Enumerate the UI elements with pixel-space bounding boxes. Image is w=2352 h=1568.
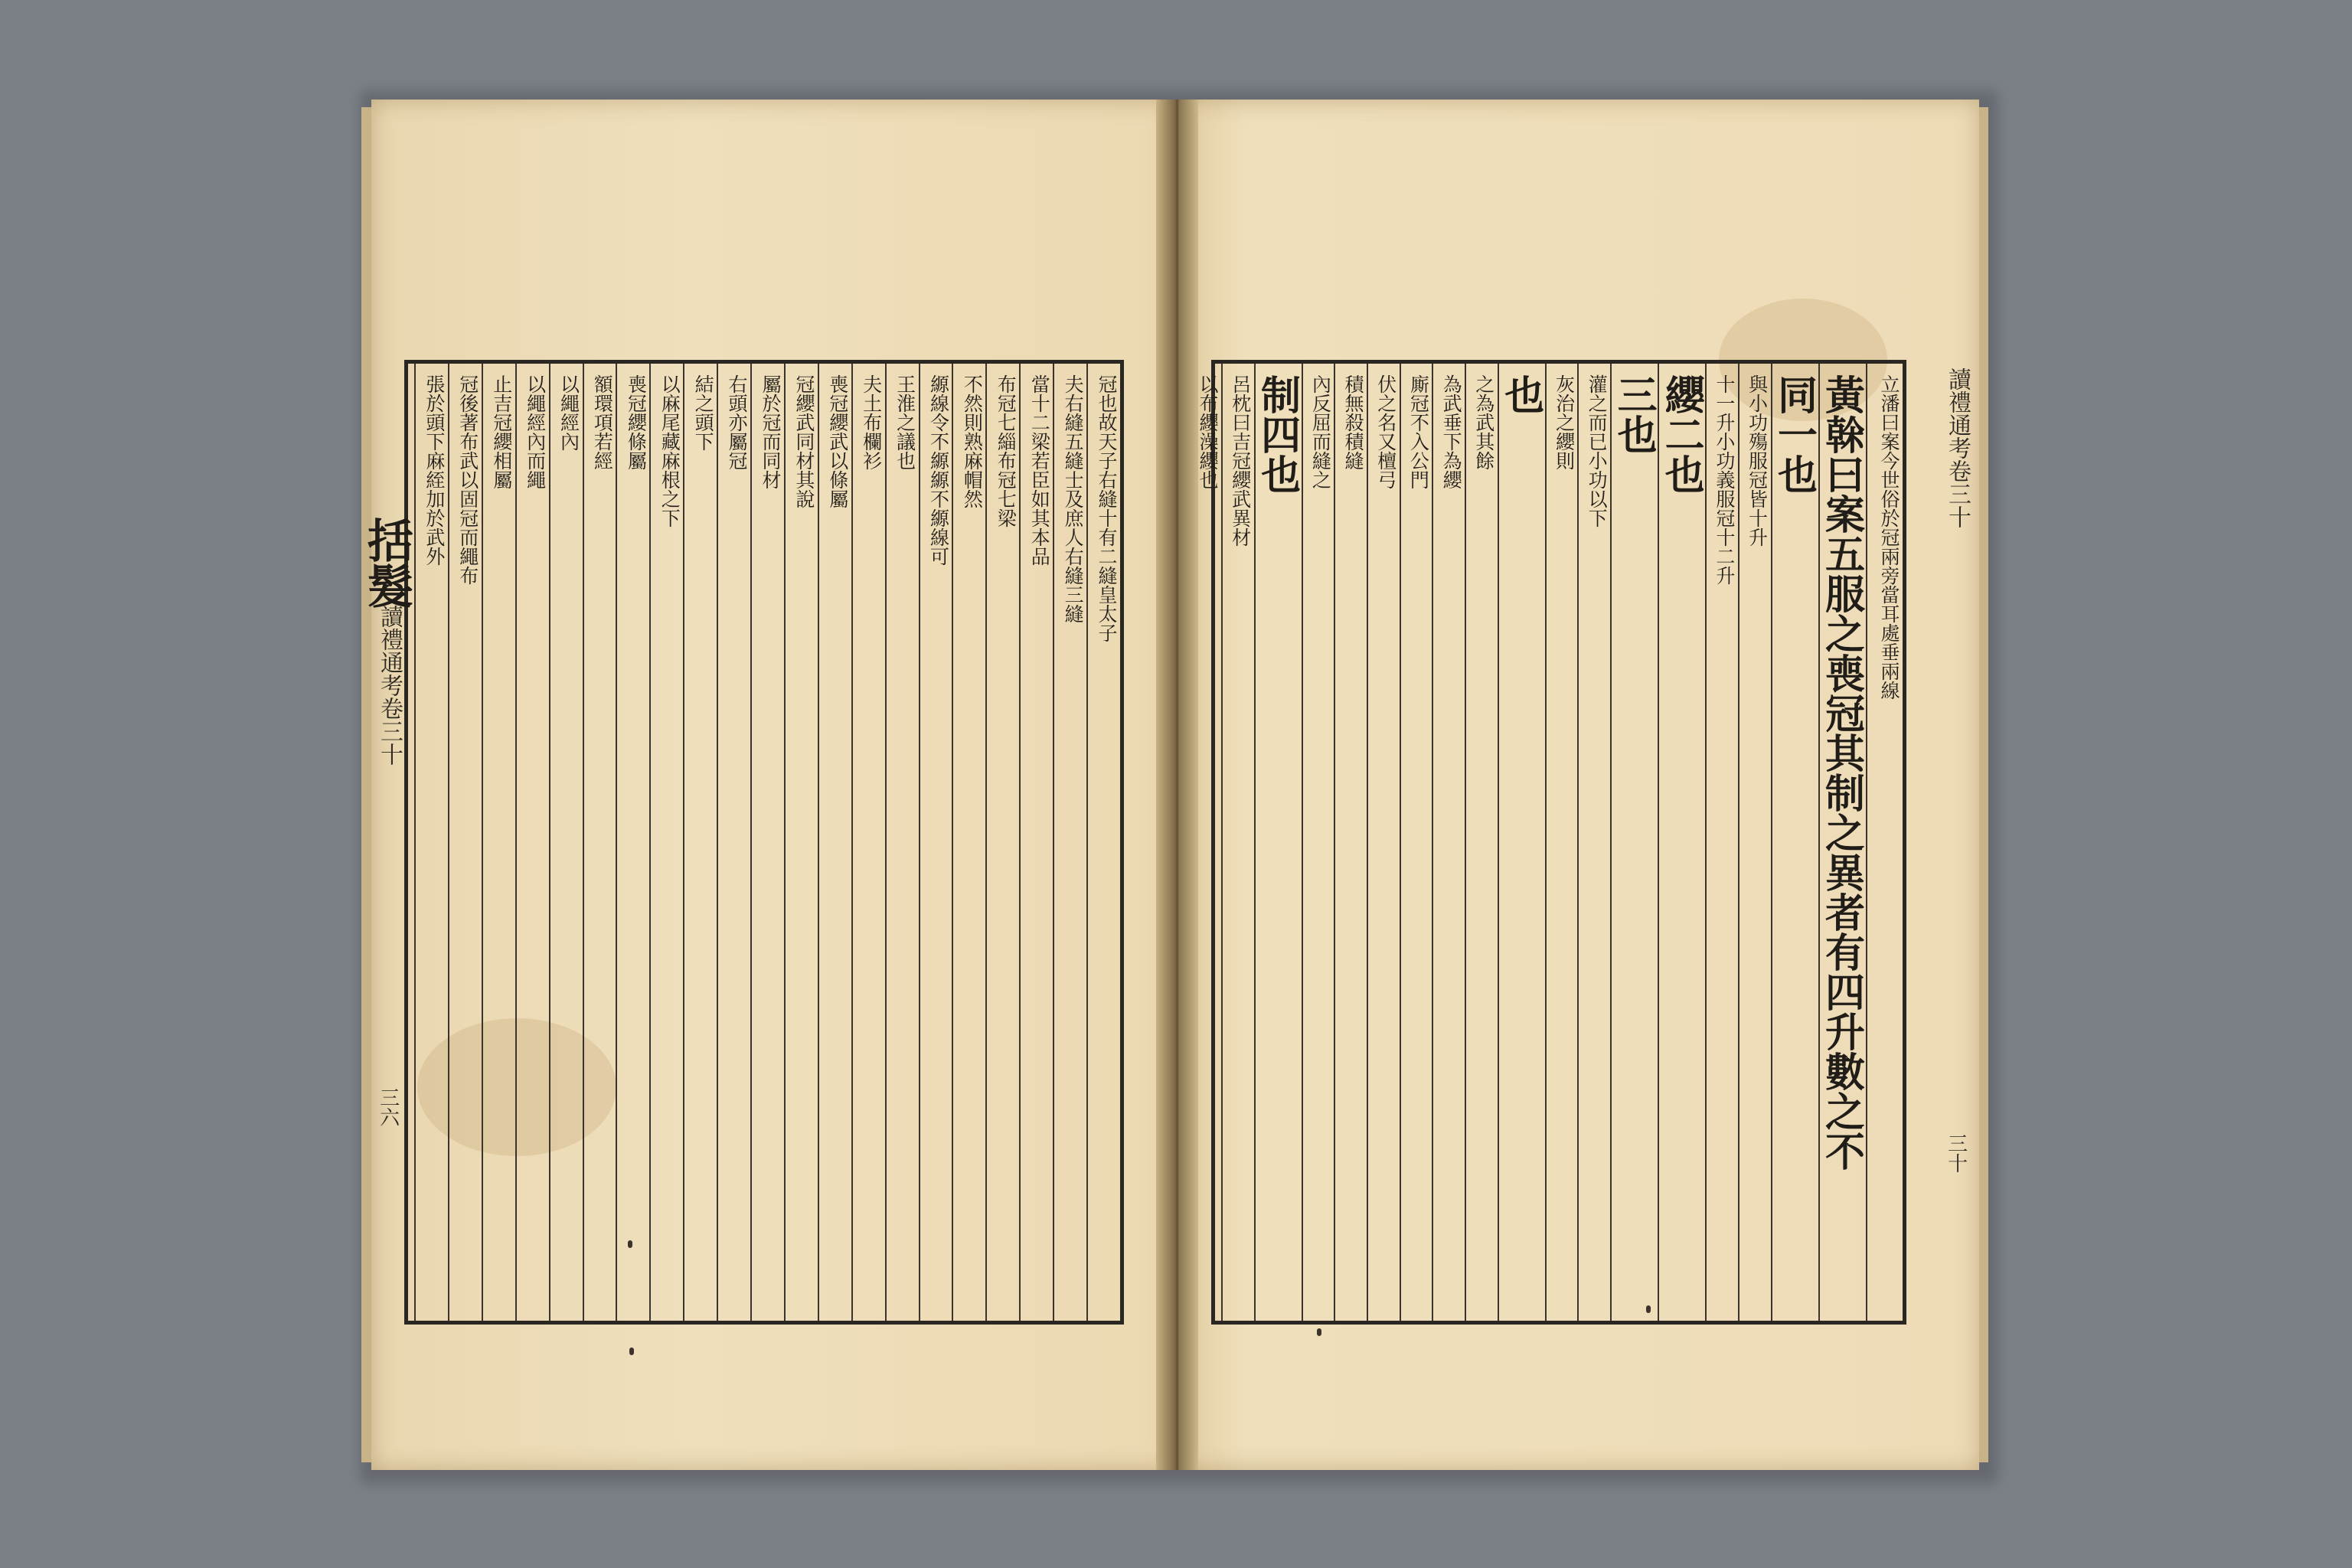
left-page-edge bbox=[361, 107, 372, 1462]
text-column: 纓二也 bbox=[1658, 364, 1705, 1321]
text-column: 與小功殤服冠皆十升 bbox=[1738, 364, 1771, 1321]
text-column: 呂枕曰吉冠纓武異材 bbox=[1221, 364, 1254, 1321]
text-column: 止吉冠纓相屬 bbox=[482, 364, 515, 1321]
right-page-edge bbox=[1978, 107, 1988, 1462]
text-column: 以麻尾藏麻根之下 bbox=[649, 364, 683, 1321]
section-heading bbox=[408, 364, 414, 1321]
text-column: 黃榦曰案五服之喪冠其制之異者有四升數之不 bbox=[1818, 364, 1866, 1321]
text-column: 王淮之議也 bbox=[885, 364, 919, 1321]
text-column: 喪冠纓武以條屬 bbox=[818, 364, 851, 1321]
text-column bbox=[1215, 364, 1221, 1321]
text-column: 當十二梁若臣如其本品 bbox=[1019, 364, 1053, 1321]
text-column: 屬於冠而同材 bbox=[750, 364, 784, 1321]
binding-hole bbox=[629, 1348, 634, 1355]
text-column: 伏之名又檀弓 bbox=[1367, 364, 1400, 1321]
text-column: 灰治之纓則 bbox=[1545, 364, 1578, 1321]
right-text-frame bbox=[1211, 360, 1906, 1325]
right-columns bbox=[1215, 364, 1903, 1321]
text-column: 制四也 bbox=[1254, 364, 1302, 1321]
text-column: 張於頭下麻絰加於武外 bbox=[414, 364, 448, 1321]
text-column: 結之頭下 bbox=[683, 364, 717, 1321]
text-column: 縓線令不縓縓不縓線可 bbox=[919, 364, 952, 1321]
left-page-number: 三六 bbox=[376, 1087, 400, 1127]
text-column: 夫土布欄衫 bbox=[851, 364, 885, 1321]
left-margin-title: 讀禮通考卷三十 bbox=[376, 605, 403, 766]
text-column: 喪冠纓條屬 bbox=[616, 364, 649, 1321]
text-column: 也 bbox=[1498, 364, 1545, 1321]
text-column: 額環項若經 bbox=[583, 364, 616, 1321]
text-column: 布冠七緇布冠七梁 bbox=[985, 364, 1019, 1321]
text-column: 冠纓武同材其說 bbox=[784, 364, 818, 1321]
text-column: 廝冠不入公門 bbox=[1400, 364, 1432, 1321]
text-column: 冠後著布武以固冠而繩布 bbox=[448, 364, 482, 1321]
text-column: 右頭亦屬冠 bbox=[717, 364, 750, 1321]
text-column: 灌之而已小功以下 bbox=[1577, 364, 1610, 1321]
text-column: 以繩經內而繩 bbox=[515, 364, 549, 1321]
right-page-number: 三十 bbox=[1944, 1133, 1968, 1173]
text-column: 立潘曰案今世俗於冠兩旁當耳處垂兩線 bbox=[1866, 364, 1903, 1321]
left-text-frame bbox=[404, 360, 1124, 1325]
text-column: 積無殺積縫 bbox=[1334, 364, 1367, 1321]
text-column: 十一升小功義服冠十二升 bbox=[1705, 364, 1738, 1321]
left-columns bbox=[408, 364, 1120, 1321]
binding-hole bbox=[1317, 1328, 1321, 1336]
text-column: 同一也 bbox=[1771, 364, 1818, 1321]
text-column: 夫右縫五縫士及庶人右縫三縫 bbox=[1053, 364, 1086, 1321]
text-column: 三也 bbox=[1610, 364, 1658, 1321]
book-gutter bbox=[1156, 100, 1198, 1470]
text-column: 之為武其餘 bbox=[1465, 364, 1498, 1321]
text-column: 為武垂下為纓 bbox=[1432, 364, 1465, 1321]
text-column: 冠也故天子右縫十有二縫皇太子 bbox=[1086, 364, 1120, 1321]
text-column: 不然則熟麻帽然 bbox=[952, 364, 985, 1321]
right-margin-title: 讀禮通考卷三十 bbox=[1944, 368, 1971, 528]
text-column: 內反屈而縫之 bbox=[1302, 364, 1334, 1321]
text-column: 以繩經內 bbox=[549, 364, 583, 1321]
